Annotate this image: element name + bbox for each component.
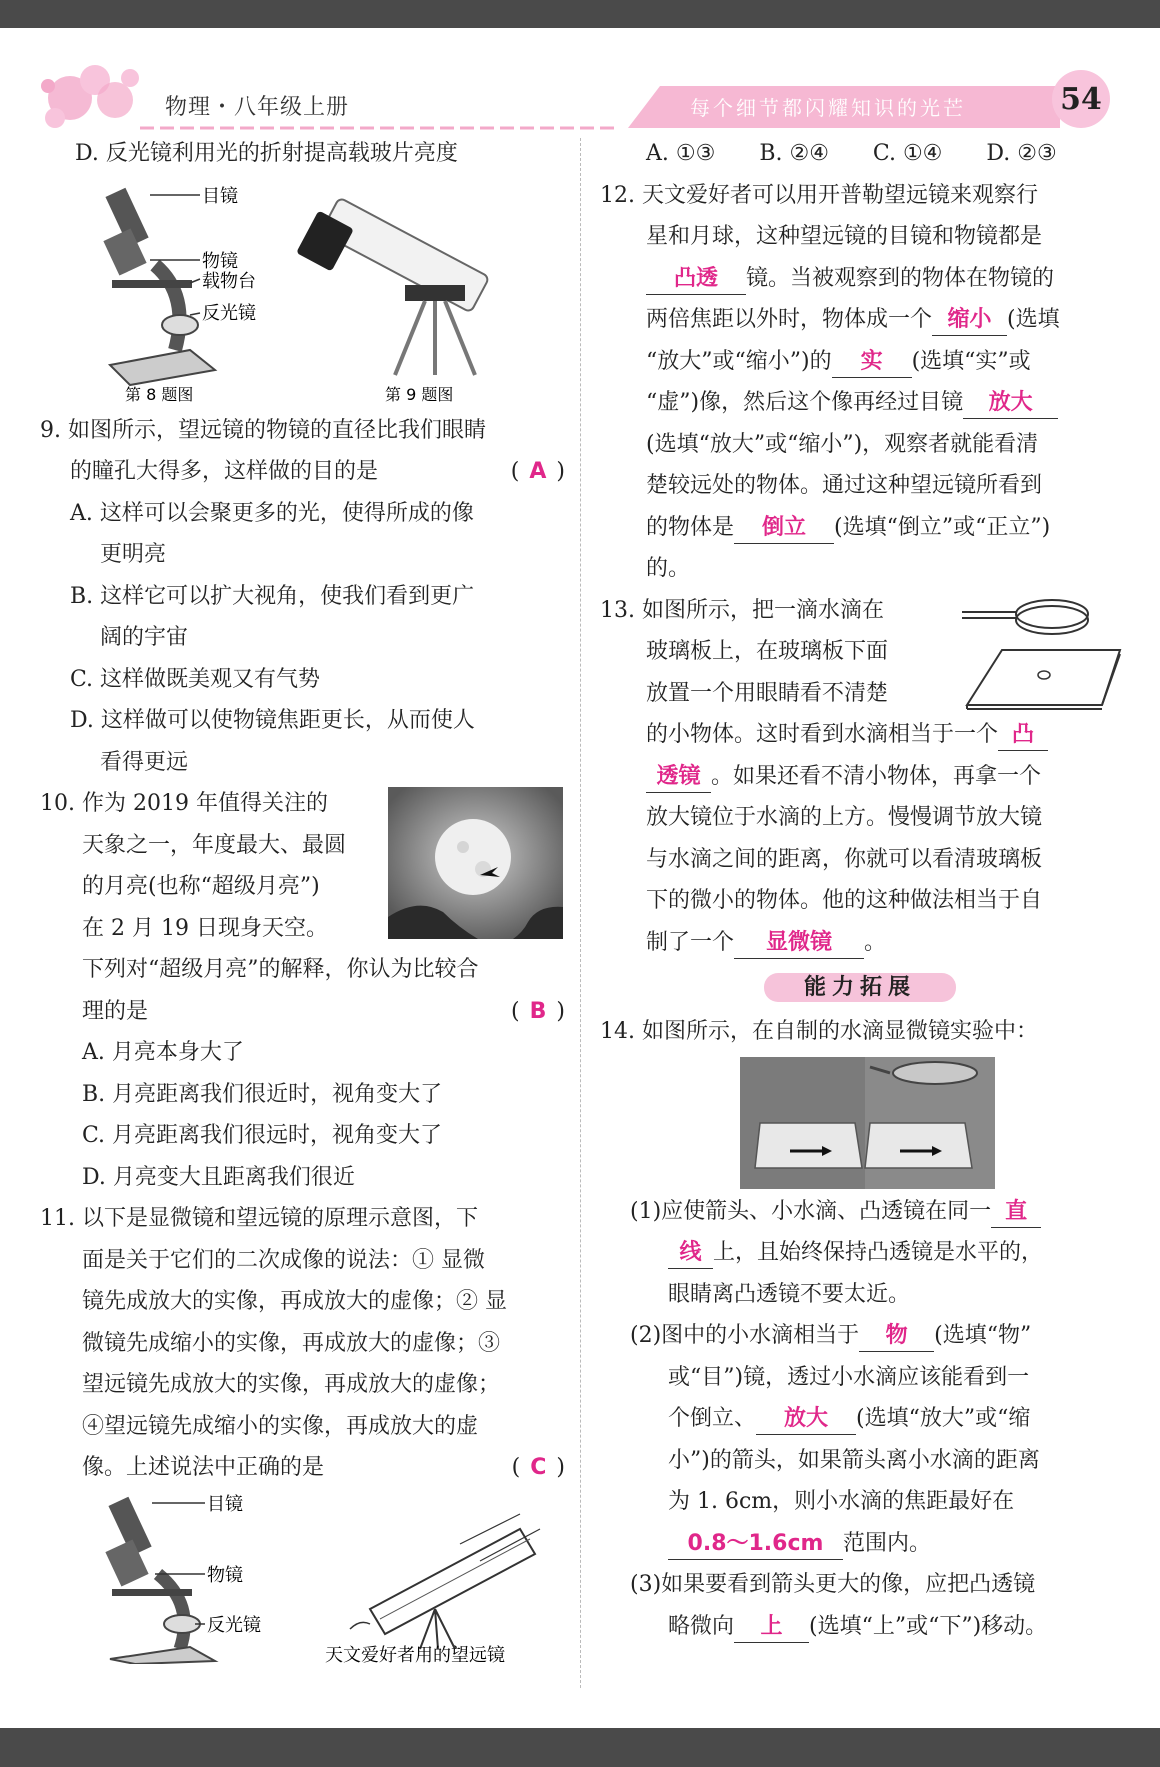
q14-blank-2a: 物: [859, 1321, 934, 1352]
q13-line5: 透镜 。如果还看不清小物体，再拿一个: [600, 756, 1120, 798]
fig11-label-objective: 物镜: [207, 1564, 243, 1586]
fig11-label-mirror: 反光镜: [207, 1614, 261, 1636]
q9-option-d: D. 这样做可以使物镜焦距更长，从而使人: [70, 708, 475, 733]
q13-line4: 的小物体。这时看到水滴相当于一个 凸: [600, 714, 1120, 756]
q13-blank1b: 透镜: [646, 762, 711, 793]
q10-answer-bracket: ( B ): [511, 998, 565, 1024]
q13-blank2: 显微镜: [734, 928, 864, 959]
q12-line4: 两倍焦距以外时，物体成一个 缩小 (选填: [600, 299, 1120, 341]
column-divider: [580, 138, 581, 1688]
figure-11: [40, 1489, 565, 1664]
microscope-and-telescope-figure: [40, 175, 565, 410]
q14-blank-2c: 0.8～1.6cm: [668, 1529, 843, 1560]
q12-blank3: 实: [832, 347, 912, 378]
water-drop-microscope-photo: [600, 1053, 1120, 1191]
q10-line6: 理的是 ( B ): [40, 991, 565, 1033]
q14-blank-3: 上: [734, 1612, 809, 1643]
q12-line3: 凸透 镜。当被观察到的物体在物镜的: [600, 258, 1120, 300]
q9-line2: 的瞳孔大得多，这样做的目的是 ( A ): [40, 451, 565, 493]
q9-option-b-cont: 阔的宇宙: [100, 625, 189, 650]
telescope-icon: [296, 197, 489, 375]
figures-8-9: [40, 175, 565, 410]
q14-p2-line6: 0.8～1.6cm 范围内。: [600, 1523, 1120, 1565]
q10-line2: 天象之一，年度最大、最圆: [82, 832, 347, 858]
q12-blank5: 倒立: [734, 513, 834, 544]
magnifier-icon: [962, 600, 1088, 634]
q11-line6: ④望远镜先成缩小的实像，再成放大的虚: [82, 1413, 479, 1439]
q12-line8: 楚较远处的物体。通过这种望远镜所看到: [646, 473, 1043, 498]
q14-blank-1a: 直: [991, 1197, 1041, 1228]
q13-line7: 与水滴之间的距离，你就可以看清玻璃板: [646, 846, 1043, 872]
q14-p2-line1: (2)图中的小水滴相当于 物 (选填“物”: [600, 1315, 1120, 1357]
q14-p2-line2: 或“目”)镜，透过小水滴应该能看到一: [668, 1364, 1030, 1390]
q11-line1: 11. 以下是显微镜和望远镜的原理示意图，下: [40, 1206, 478, 1231]
q12-line1: 12. 天文爱好者可以用开普勒望远镜来观察行: [600, 182, 1038, 208]
q10-line3: 的月亮(也称“超级月亮”): [82, 874, 320, 899]
q13-line2: 玻璃板上，在玻璃板下面: [646, 639, 889, 664]
page-header: [0, 28, 1160, 138]
q13-line8: 下的微小的物体。他的这种做法相当于自: [646, 888, 1043, 913]
q10-line5: 下列对“超级月亮”的解释，你认为比较合: [82, 957, 479, 982]
q13-blank1a: 凸: [998, 720, 1048, 751]
q12-line5: “放大”或“缩小”)的 实 (选填“实”或: [600, 341, 1120, 383]
supermoon-photo: [388, 787, 563, 939]
q13-line6: 放大镜位于水滴的上方。慢慢调节放大镜: [646, 805, 1043, 830]
water-drop-figure: [962, 590, 1122, 715]
q14-figure: [600, 1053, 1120, 1191]
section-title: 能力拓展: [764, 973, 956, 1002]
q10-option-a: A. 月亮本身大了: [82, 1040, 244, 1065]
microscope-icon: [103, 187, 215, 384]
q14-blank-2b: 放大: [756, 1404, 856, 1435]
q9-option-d-cont: 看得更远: [100, 749, 189, 775]
left-column: [40, 133, 565, 1664]
q11-line7: 像。上述说法中正确的是 ( C ): [40, 1447, 565, 1489]
q11-line3: 镜先成放大的实像，再成放大的虚像；② 显: [82, 1289, 507, 1314]
q14-p3-line2: 略微向 上 (选填“上”或“下”)移动。: [600, 1606, 1120, 1648]
page-number: 54: [1052, 70, 1110, 128]
q12-blank1: 凸透: [646, 264, 746, 295]
q11-line2: 面是关于它们的二次成像的说法：① 显微: [82, 1247, 485, 1273]
q13-line1: 13. 如图所示，把一滴水滴在: [600, 597, 884, 623]
q9-option-a: A. 这样可以会聚更多的光，使得所成的像: [70, 500, 474, 526]
q11-options: A. ①③ B. ②④ C. ①④ D. ②③: [646, 141, 1057, 166]
q14-p3-line1: (3)如果要看到箭头更大的像，应把凸透镜: [630, 1572, 1036, 1597]
q9-answer-bracket: ( A ): [510, 459, 565, 484]
convex-lens-icon: [893, 1062, 977, 1084]
q14-p2-line3: 个倒立、 放大 (选填“放大”或“缩: [600, 1398, 1120, 1440]
q12-blank2: 缩小: [932, 305, 1007, 336]
q9-option-b: B. 这样它可以扩大视角，使我们看到更广: [70, 583, 475, 609]
fig9-caption: 第 9 题图: [385, 384, 454, 404]
q12-line9: 的物体是 倒立 (选填“倒立”或“正立”): [600, 507, 1120, 549]
fig8-label-eyepiece: 目镜: [202, 185, 238, 207]
q10-block: [40, 783, 565, 1198]
flower-ornament-icon: [41, 65, 139, 128]
q10-line4: 在 2 月 19 日现身天空。: [82, 915, 328, 941]
header-decoration: [0, 28, 1160, 138]
q14-p1-line1: (1)应使箭头、小水滴、凸透镜在同一 直: [600, 1191, 1120, 1233]
q9-answer: A: [529, 459, 547, 484]
fig11-label-eyepiece: 目镜: [207, 1493, 243, 1515]
fig11-telescope-caption: 天文爱好者用的望远镜: [325, 1644, 505, 1664]
q14-p1-line3: 眼睛离凸透镜不要太近。: [668, 1281, 911, 1307]
q10-option-b: B. 月亮距离我们很近时，视角变大了: [82, 1081, 443, 1107]
q11-answer-bracket: ( C ): [511, 1455, 565, 1480]
moon-icon: [435, 819, 511, 895]
q14-p1-line2: 线 上，且始终保持凸透镜是水平的，: [600, 1232, 1120, 1274]
q10-option-d: D. 月亮变大且距离我们很近: [82, 1164, 355, 1190]
fig8-label-stage: 载物台: [202, 270, 256, 292]
fig8-label-objective: 物镜: [202, 250, 238, 272]
q14-blank-1b: 线: [668, 1238, 713, 1269]
section-header: [600, 967, 1120, 1007]
header-motto: 每个细节都闪耀知识的光芒: [690, 96, 966, 120]
q14-p2-line4: 小”)的箭头，如果箭头离小水滴的距离: [668, 1447, 1040, 1473]
q13-line9: 制了一个 显微镜 。: [600, 922, 1120, 964]
q14-line1: 14. 如图所示，在自制的水滴显微镜实验中：: [600, 1019, 1038, 1044]
q14-p2-line5: 为 1. 6cm，则小水滴的焦距最好在: [668, 1489, 1015, 1514]
q13-line3: 放置一个用眼睛看不清楚: [646, 680, 889, 706]
q10-answer: B: [529, 998, 547, 1024]
book-title: 物理・八年级上册: [165, 95, 350, 120]
q11-line4: 微镜先成缩小的实像，再成放大的虚像；③: [82, 1330, 501, 1356]
q12-line6: “虚”)像，然后这个像再经过目镜 放大: [600, 382, 1120, 424]
principle-diagram: [40, 1489, 565, 1664]
q12-line7: (选填“放大”或“缩小”)，观察者就能看清: [646, 431, 1039, 457]
q12-blank4: 放大: [963, 388, 1058, 419]
q9-option-c: C. 这样做既美观又有气势: [70, 666, 321, 692]
fig8-label-mirror: 反光镜: [202, 302, 256, 324]
right-column: [600, 133, 1120, 1647]
telescope-diagram-icon: [350, 1514, 540, 1649]
q12-line2: 星和月球，这种望远镜的目镜和物镜都是: [646, 224, 1043, 249]
q11-line5: 望远镜先成放大的实像，再成放大的虚像；: [82, 1372, 501, 1397]
q9-line1: 9. 如图所示，望远镜的物镜的直径比我们眼睛: [40, 417, 486, 443]
q8-option-d: D. 反光镜利用光的折射提高载玻片亮度: [75, 141, 458, 166]
q9-option-a-cont: 更明亮: [100, 542, 167, 567]
fig8-caption: 第 8 题图: [125, 384, 194, 404]
q12-line10: 的。: [646, 556, 691, 581]
q13-block: [600, 590, 1120, 964]
microscope-icon: [105, 1496, 215, 1663]
workbook-page: [0, 28, 1160, 1728]
q11-answer: C: [530, 1455, 547, 1480]
q10-line1: 10. 作为 2019 年值得关注的: [40, 791, 328, 816]
water-drop-icon: [1038, 671, 1050, 679]
q10-option-c: C. 月亮距离我们很远时，视角变大了: [82, 1123, 443, 1148]
